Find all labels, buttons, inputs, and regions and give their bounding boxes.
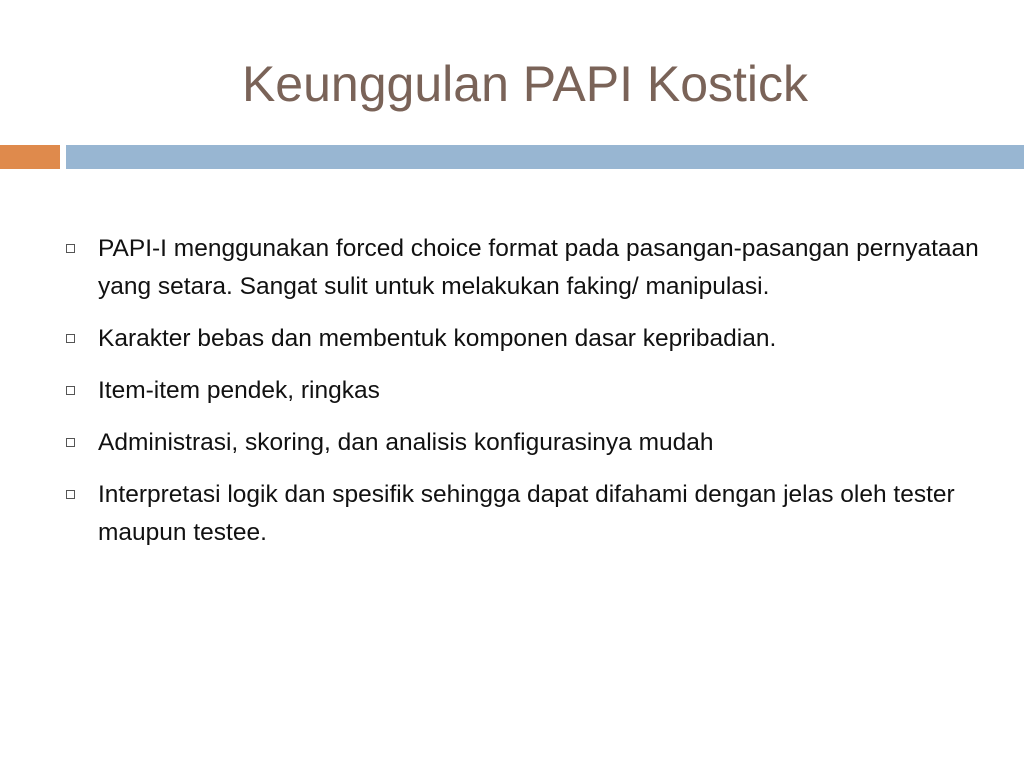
- bullet-text: PAPI-I menggunakan forced choice format pada pasangan-pasangan pernyataan yang setara. Sangat sulit untuk melakukan faking/ manipulasi.: [98, 235, 979, 300]
- square-bullet-icon: [66, 386, 75, 395]
- square-bullet-icon: [66, 244, 75, 253]
- bullet-list: [60, 230, 995, 566]
- bullet-text: Administrasi, skoring, dan analisis konfigurasinya mudah: [98, 429, 714, 456]
- accent-bar-blue: [66, 145, 1024, 169]
- bullet-item-4: [60, 424, 995, 462]
- bullet-item-3: [60, 372, 995, 410]
- bullet-text: Item-item pendek, ringkas: [98, 377, 380, 404]
- accent-bar-orange: [0, 145, 60, 169]
- bullet-item-5: [60, 476, 995, 552]
- square-bullet-icon: [66, 438, 75, 447]
- square-bullet-icon: [66, 334, 75, 343]
- bullet-item-2: [60, 320, 995, 358]
- slide-title: Keunggulan PAPI Kostick: [241, 56, 809, 112]
- bullet-item-1: [60, 230, 995, 306]
- bullet-text: Interpretasi logik dan spesifik sehingga dapat difahami dengan jelas oleh tester maupun testee.: [98, 481, 955, 546]
- bullet-text: Karakter bebas dan membentuk komponen dasar kepribadian.: [98, 325, 777, 352]
- square-bullet-icon: [66, 490, 75, 499]
